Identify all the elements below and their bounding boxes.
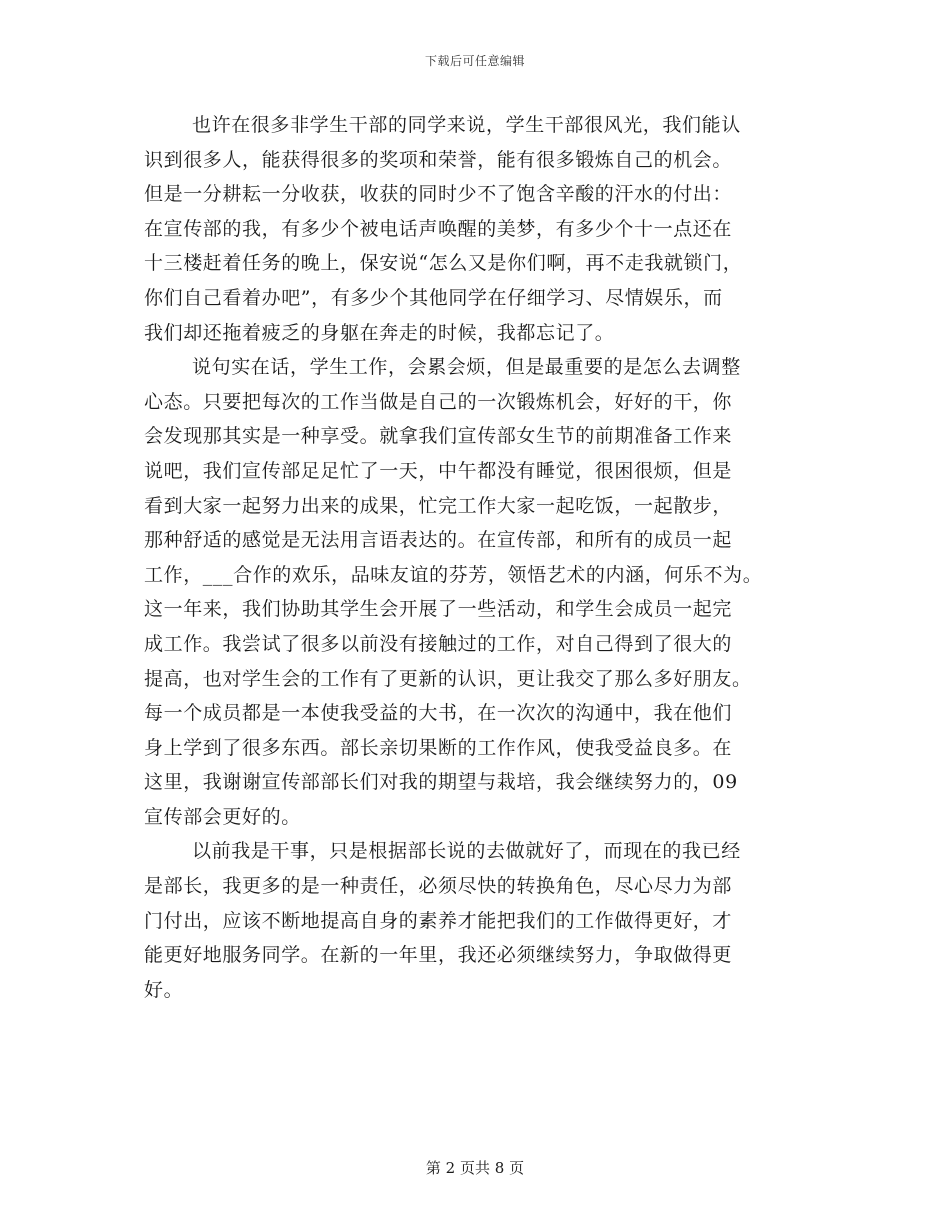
text-line: 工作，___合作的欢乐，品味友谊的芬芳，领悟艺术的内涵，何乐不为。 [144, 563, 763, 586]
text-line: 身上学到了很多东西。部长亲切果断的工作作风，使我受益良多。在 [144, 736, 733, 759]
text-line: 门付出，应该不断地提高自身的素养才能把我们的工作做得更好，才 [144, 909, 733, 932]
text-line: 你们自己看着办吧”，有多少个其他同学在仔细学习、尽情娱乐，而 [144, 286, 723, 309]
text-line: 宣传部会更好的。 [144, 805, 301, 828]
text-line: 心态。只要把每次的工作当做是自己的一次锻炼机会，好好的干，你 [144, 390, 733, 413]
page-header: 下载后可任意编辑 [424, 54, 525, 68]
paragraph-1 [144, 108, 806, 350]
text-line: 好。 [144, 978, 184, 1001]
text-line: 是部长，我更多的是一种责任，必须尽快的转换角色，尽心尽力为部 [144, 875, 733, 898]
paragraph-2 [144, 350, 806, 834]
text-line: 每一个成员都是一本使我受益的大书，在一次次的沟通中，我在他们 [144, 702, 733, 725]
text-line: 十三楼赶着任务的晚上，保安说“怎么又是你们啊，再不走我就锁门， [144, 252, 743, 275]
text-line: 这一年来，我们协助其学生会开展了一些活动，和学生会成员一起完 [144, 598, 733, 621]
text-line: 识到很多人，能获得很多的奖项和荣誉，能有很多锻炼自己的机会。 [144, 148, 733, 171]
text-line: 能更好地服务同学。在新的一年里，我还必须继续努力，争取做得更 [144, 944, 733, 967]
text-line: 看到大家一起努力出来的成果，忙完工作大家一起吃饭，一起散步， [144, 494, 733, 517]
paragraph-3 [144, 834, 806, 1007]
text-line: 成工作。我尝试了很多以前没有接触过的工作，对自己得到了很大的 [144, 632, 733, 655]
text-line: 也许在很多非学生干部的同学来说，学生干部很风光，我们能认 [192, 114, 741, 136]
document-body [144, 108, 806, 1007]
text-line: 我们却还拖着疲乏的身躯在奔走的时候，我都忘记了。 [144, 321, 615, 344]
text-line: 会发现那其实是一种享受。就拿我们宣传部女生节的前期准备工作来 [144, 425, 733, 448]
text-line: 那种舒适的感觉是无法用言语表达的。在宣传部，和所有的成员一起 [144, 529, 733, 552]
text-line: 以前我是干事，只是根据部长说的去做就好了，而现在的我已经 [192, 840, 741, 863]
text-line: 这里，我谢谢宣传部部长们对我的期望与栽培，我会继续努力的，09 [144, 771, 738, 794]
text-line: 但是一分耕耘一分收获，收获的同时少不了饱含辛酸的汗水的付出： [144, 183, 733, 206]
page-number: 第 2 页共 8 页 [425, 1159, 525, 1177]
text-line: 说吧，我们宣传部足足忙了一天，中午都没有睡觉，很困很烦，但是 [144, 459, 733, 482]
text-line: 在宣传部的我，有多少个被电话声唤醒的美梦，有多少个十一点还在 [144, 217, 733, 240]
text-line: 说句实在话，学生工作，会累会烦，但是最重要的是怎么去调整 [192, 356, 741, 379]
text-line: 提高，也对学生会的工作有了更新的认识，更让我交了那么多好朋友。 [144, 667, 752, 690]
